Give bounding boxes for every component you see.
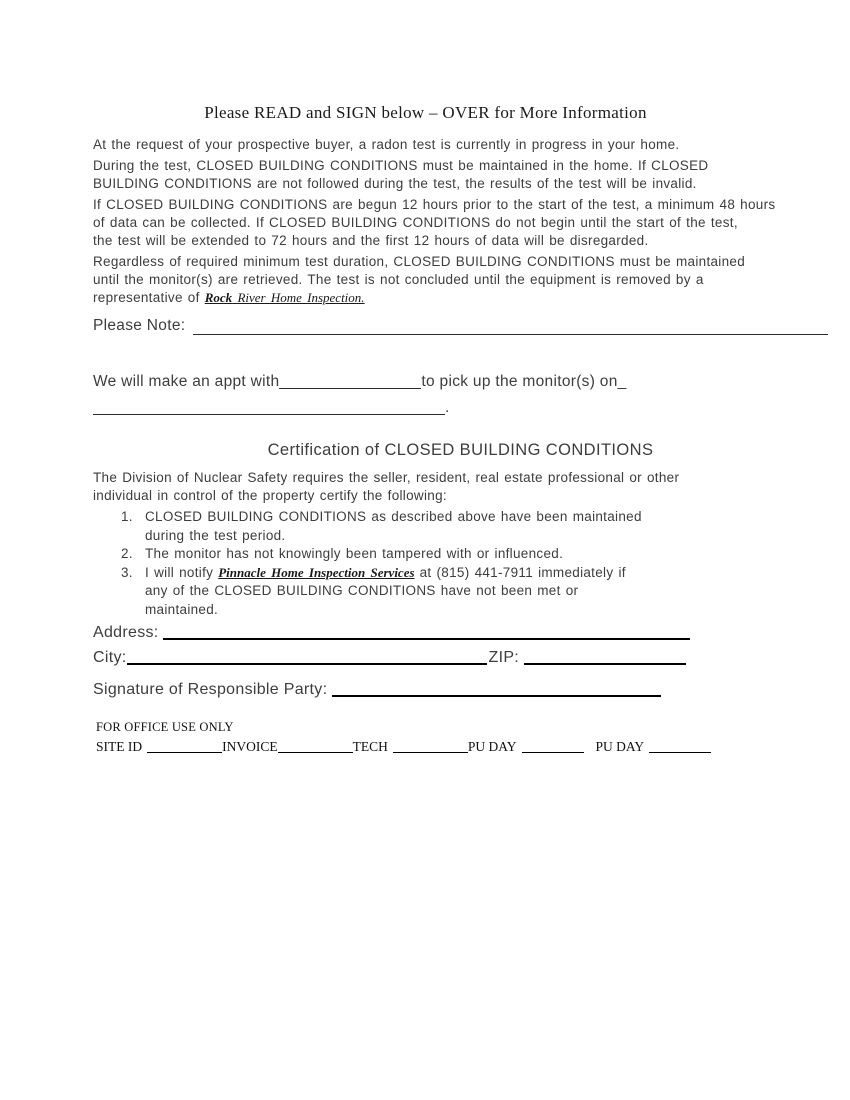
tech-label: TECH <box>352 739 388 754</box>
certification-intro <box>93 469 828 505</box>
office-use-fields-row <box>96 739 828 755</box>
city-zip-row <box>93 646 828 669</box>
paragraph-line: the test will be extended to 72 hours and the first 12 hours of data will be disregarded. <box>93 233 649 248</box>
signature-label: Signature of Responsible Party: <box>93 681 328 698</box>
city-blank-line[interactable] <box>127 662 487 665</box>
paragraph-line: If CLOSED BUILDING CONDITIONS are begun 12 hours prior to the start of the test, a minimum 48 hours <box>93 197 776 212</box>
notify-suffix-text: at (815) 441-7911 immediately if <box>419 564 626 580</box>
appointment-text-after: to pick up the monitor(s) on <box>421 373 618 390</box>
pu-day-blank-line-2[interactable] <box>649 751 711 753</box>
company-prefix-text: representative of <box>93 290 200 305</box>
certification-list <box>93 508 828 619</box>
list-item-number: 2. <box>121 546 133 561</box>
appointment-text-before: We will make an appt with <box>93 373 280 390</box>
paragraph-line-with-company <box>145 564 828 583</box>
intro-paragraph-4 <box>93 253 828 307</box>
appointment-with-blank-line[interactable] <box>279 387 421 389</box>
appointment-period: . <box>445 399 450 416</box>
notify-prefix-text: I will notify <box>145 564 214 580</box>
appointment-trailing-underscore: _ <box>617 373 627 390</box>
company-name-pinnacle: Pinnacle Home Inspection Services <box>218 564 415 580</box>
intro-paragraph-2 <box>93 157 828 193</box>
paragraph-line: any of the CLOSED BUILDING CONDITIONS have not been met or <box>145 583 579 598</box>
paragraph-line: The Division of Nuclear Safety requires the seller, resident, real estate professional or other <box>93 470 680 485</box>
list-item-number: 1. <box>121 509 133 524</box>
intro-paragraph-3 <box>93 196 828 250</box>
address-row <box>93 621 828 644</box>
address-label: Address: <box>93 624 159 641</box>
company-name-bold-part: Rock <box>204 290 233 305</box>
list-item-text <box>145 564 828 620</box>
list-item-2 <box>93 545 828 564</box>
appointment-line-2 <box>93 397 828 419</box>
paragraph-line: During the test, CLOSED BUILDING CONDITIONS must be maintained in the home. If CLOSED <box>93 158 709 173</box>
tech-blank-line[interactable] <box>393 751 468 753</box>
zip-blank-line[interactable] <box>524 662 686 665</box>
paragraph-line: At the request of your prospective buyer, a radon test is currently in progress in your home. <box>93 137 680 152</box>
paragraph-line: during the test period. <box>145 527 286 543</box>
address-blank-line[interactable] <box>163 637 690 640</box>
office-use-section <box>93 720 828 755</box>
paragraph-line: of data can be collected. If CLOSED BUILDING CONDITIONS do not begin until the start of the test, <box>93 215 738 230</box>
list-item-text <box>145 545 828 564</box>
please-note-label: Please Note: <box>93 317 186 334</box>
certification-heading: Certification of CLOSED BUILDING CONDITIONS <box>267 441 654 459</box>
page-title: Please READ and SIGN below – OVER for More Information <box>204 103 647 122</box>
paragraph-line: individual in control of the property certify the following: <box>93 488 447 503</box>
site-id-label: SITE ID <box>96 739 143 754</box>
invoice-blank-line[interactable] <box>278 751 353 753</box>
list-item-number: 3. <box>121 564 133 580</box>
pu-day-blank-line-1[interactable] <box>522 751 584 753</box>
signature-blank-line[interactable] <box>332 694 661 697</box>
invoice-label: INVOICE <box>222 739 278 754</box>
signature-row <box>93 678 828 701</box>
please-note-row <box>93 310 828 335</box>
list-item-3 <box>93 564 828 620</box>
site-id-blank-line[interactable] <box>147 751 222 753</box>
appointment-date-blank-line[interactable] <box>93 413 445 415</box>
list-item-text <box>145 508 828 545</box>
zip-label: ZIP: <box>488 649 520 666</box>
paragraph-line: CLOSED BUILDING CONDITIONS as described above have been maintained <box>145 509 642 524</box>
pu-day-label-2: PU DAY <box>595 739 645 754</box>
paragraph-line: The monitor has not knowingly been tampered with or influenced. <box>145 546 564 561</box>
office-use-heading: FOR OFFICE USE ONLY <box>96 720 234 734</box>
paragraph-line: until the monitor(s) are retrieved. The test is not concluded until the equipment is removed by a <box>93 272 704 287</box>
list-item-1 <box>93 508 828 545</box>
paragraph-line-with-company <box>93 289 828 307</box>
company-name-rock-river <box>205 290 365 305</box>
paragraph-line: maintained. <box>145 601 219 617</box>
paragraph-line: BUILDING CONDITIONS are not followed during the test, the results of the test will be invalid. <box>93 176 697 191</box>
pu-day-label-1: PU DAY <box>467 739 517 754</box>
company-name-rest-part: River Home Inspection. <box>237 290 365 305</box>
city-label: City: <box>93 649 127 666</box>
please-note-blank-line[interactable] <box>193 309 828 335</box>
appointment-line-1 <box>93 371 828 393</box>
paragraph-line: Regardless of required minimum test duration, CLOSED BUILDING CONDITIONS must be maintained <box>93 254 746 269</box>
intro-paragraph-1 <box>93 136 828 154</box>
